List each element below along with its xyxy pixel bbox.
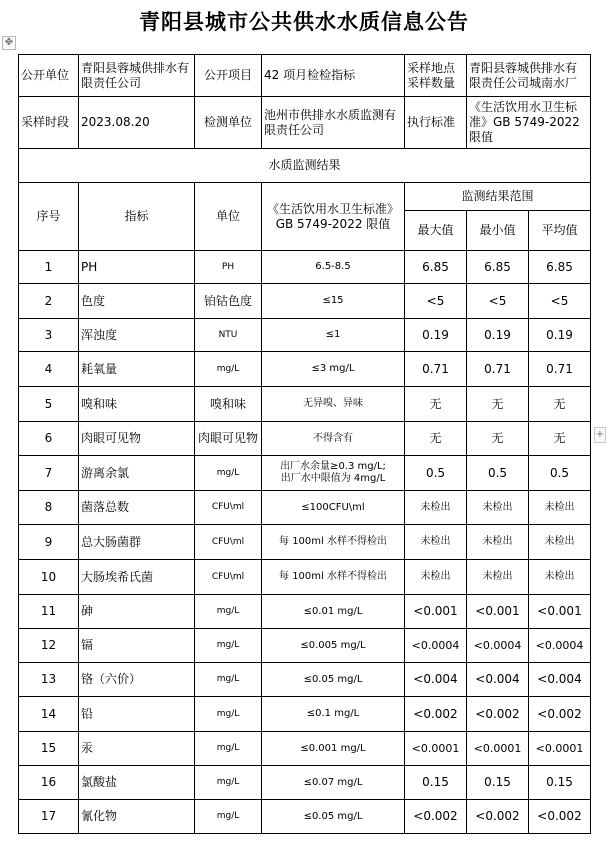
table-row	[19, 525, 591, 560]
row-max: 0.15	[405, 766, 467, 800]
row-limit: ≤0.1 mg/L	[262, 697, 405, 732]
row-indicator: 汞	[79, 732, 195, 766]
row-indicator: PH	[79, 251, 195, 284]
row-limit: 每 100ml 水样不得检出	[262, 525, 405, 560]
row-indicator: 铅	[79, 697, 195, 732]
header-range: 监测结果范围	[405, 183, 591, 211]
row-unit: PH	[195, 251, 262, 284]
row-min: 6.85	[467, 251, 529, 284]
row-unit: mg/L	[195, 800, 262, 834]
row-max: 未检出	[405, 560, 467, 595]
row-unit: 铂钴色度	[195, 284, 262, 319]
table-row	[19, 663, 591, 697]
row-no: 10	[19, 560, 79, 595]
row-min: 0.5	[467, 456, 529, 491]
row-avg: 未检出	[529, 491, 591, 525]
site-label: 采样地点 采样数量	[405, 55, 467, 97]
table-row	[19, 352, 591, 387]
row-max: <5	[405, 284, 467, 319]
water-quality-table	[18, 54, 591, 834]
row-indicator: 砷	[79, 595, 195, 629]
row-unit: mg/L	[195, 629, 262, 663]
table-row	[19, 491, 591, 525]
row-max: <0.001	[405, 595, 467, 629]
row-min: 0.71	[467, 352, 529, 387]
row-max: <0.002	[405, 800, 467, 834]
row-limit: 不得含有	[262, 422, 405, 456]
table-row	[19, 560, 591, 595]
header-avg: 平均值	[529, 211, 591, 251]
row-limit: ≤0.01 mg/L	[262, 595, 405, 629]
row-max: <0.004	[405, 663, 467, 697]
row-no: 13	[19, 663, 79, 697]
row-indicator: 嗅和味	[79, 387, 195, 422]
row-avg: <0.002	[529, 800, 591, 834]
row-max: <0.002	[405, 697, 467, 732]
row-no: 6	[19, 422, 79, 456]
row-min: <0.002	[467, 800, 529, 834]
row-max: 0.71	[405, 352, 467, 387]
row-unit: CFU\ml	[195, 560, 262, 595]
row-min: 无	[467, 422, 529, 456]
row-avg: <0.001	[529, 595, 591, 629]
table-row	[19, 251, 591, 284]
table-row	[19, 284, 591, 319]
row-avg: 无	[529, 422, 591, 456]
row-no: 17	[19, 800, 79, 834]
row-min: <5	[467, 284, 529, 319]
row-limit: ≤3 mg/L	[262, 352, 405, 387]
row-unit: mg/L	[195, 595, 262, 629]
org-label: 公开单位	[19, 55, 79, 97]
row-no: 12	[19, 629, 79, 663]
row-unit: mg/L	[195, 732, 262, 766]
row-avg: 0.19	[529, 319, 591, 352]
row-avg: <5	[529, 284, 591, 319]
row-avg: 0.71	[529, 352, 591, 387]
row-no: 3	[19, 319, 79, 352]
row-avg: <0.0004	[529, 629, 591, 663]
site-value: 青阳县蓉城供排水有限责任公司城南水厂	[467, 55, 591, 97]
org-value: 青阳县蓉城供排水有限责任公司	[79, 55, 195, 97]
row-unit: CFU\ml	[195, 525, 262, 560]
section-title: 水质监测结果	[19, 149, 591, 183]
lab-label: 检测单位	[195, 97, 262, 149]
row-no: 4	[19, 352, 79, 387]
row-max: 6.85	[405, 251, 467, 284]
time-label: 采样时段	[19, 97, 79, 149]
row-avg: <0.0001	[529, 732, 591, 766]
row-min: <0.004	[467, 663, 529, 697]
header-limit: 《生活饮用水卫生标准》GB 5749-2022 限值	[262, 183, 405, 251]
row-avg: 0.5	[529, 456, 591, 491]
row-no: 16	[19, 766, 79, 800]
row-avg: 0.15	[529, 766, 591, 800]
row-limit: 无异嗅、异味	[262, 387, 405, 422]
page-title: 青阳县城市公共供水水质信息公告	[139, 10, 469, 34]
row-avg: 未检出	[529, 560, 591, 595]
item-label: 公开项目	[195, 55, 262, 97]
table-row	[19, 629, 591, 663]
row-max: 无	[405, 387, 467, 422]
table-row	[19, 387, 591, 422]
row-min: 0.15	[467, 766, 529, 800]
row-limit: ≤0.005 mg/L	[262, 629, 405, 663]
row-no: 9	[19, 525, 79, 560]
row-indicator: 浑浊度	[79, 319, 195, 352]
row-min: <0.0004	[467, 629, 529, 663]
row-no: 11	[19, 595, 79, 629]
row-limit: 每 100ml 水样不得检出	[262, 560, 405, 595]
row-indicator: 总大肠菌群	[79, 525, 195, 560]
row-indicator: 铬（六价）	[79, 663, 195, 697]
row-max: 未检出	[405, 491, 467, 525]
move-handle-icon[interactable]: ✥	[2, 36, 16, 50]
row-unit: mg/L	[195, 352, 262, 387]
row-indicator: 镉	[79, 629, 195, 663]
row-unit: 肉眼可见物	[195, 422, 262, 456]
row-avg: 未检出	[529, 525, 591, 560]
row-unit: NTU	[195, 319, 262, 352]
row-min: <0.002	[467, 697, 529, 732]
std-label: 执行标准	[405, 97, 467, 149]
header-no: 序号	[19, 183, 79, 251]
table-row	[19, 319, 591, 352]
row-limit: ≤0.05 mg/L	[262, 663, 405, 697]
row-max: 0.19	[405, 319, 467, 352]
header-max: 最大值	[405, 211, 467, 251]
header-unit: 单位	[195, 183, 262, 251]
row-no: 2	[19, 284, 79, 319]
row-limit: ≤1	[262, 319, 405, 352]
row-indicator: 大肠埃希氏菌	[79, 560, 195, 595]
table-row	[19, 595, 591, 629]
row-limit: ≤0.07 mg/L	[262, 766, 405, 800]
add-column-icon[interactable]: +	[594, 427, 606, 443]
row-unit: CFU\ml	[195, 491, 262, 525]
row-limit: ≤0.001 mg/L	[262, 732, 405, 766]
table-row	[19, 422, 591, 456]
row-indicator: 肉眼可见物	[79, 422, 195, 456]
row-min: <0.001	[467, 595, 529, 629]
row-unit: 嗅和味	[195, 387, 262, 422]
row-indicator: 氯酸盐	[79, 766, 195, 800]
row-limit: 6.5-8.5	[262, 251, 405, 284]
row-max: 无	[405, 422, 467, 456]
row-no: 5	[19, 387, 79, 422]
row-avg: <0.002	[529, 697, 591, 732]
row-no: 8	[19, 491, 79, 525]
item-value: 42 项月检检指标	[262, 55, 405, 97]
table-row	[19, 766, 591, 800]
row-limit: 出厂水余量≥0.3 mg/L; 出厂水中限值为 4mg/L	[262, 456, 405, 491]
row-indicator: 氰化物	[79, 800, 195, 834]
std-value: 《生活饮用水卫生标准》GB 5749-2022 限值	[467, 97, 591, 149]
row-limit: ≤0.05 mg/L	[262, 800, 405, 834]
row-unit: mg/L	[195, 697, 262, 732]
row-min: <0.0001	[467, 732, 529, 766]
row-indicator: 游离余氯	[79, 456, 195, 491]
row-min: 0.19	[467, 319, 529, 352]
row-avg: <0.004	[529, 663, 591, 697]
row-no: 14	[19, 697, 79, 732]
table-row	[19, 456, 591, 491]
table-row	[19, 732, 591, 766]
row-unit: mg/L	[195, 663, 262, 697]
row-max: <0.0004	[405, 629, 467, 663]
time-value: 2023.08.20	[79, 97, 195, 149]
row-limit: ≤15	[262, 284, 405, 319]
row-avg: 6.85	[529, 251, 591, 284]
row-avg: 无	[529, 387, 591, 422]
row-max: 0.5	[405, 456, 467, 491]
table-row	[19, 697, 591, 732]
row-indicator: 色度	[79, 284, 195, 319]
table-row	[19, 800, 591, 834]
row-min: 无	[467, 387, 529, 422]
row-max: 未检出	[405, 525, 467, 560]
row-no: 15	[19, 732, 79, 766]
row-limit: ≤100CFU\ml	[262, 491, 405, 525]
row-no: 1	[19, 251, 79, 284]
row-unit: mg/L	[195, 456, 262, 491]
row-min: 未检出	[467, 560, 529, 595]
header-indicator: 指标	[79, 183, 195, 251]
header-min: 最小值	[467, 211, 529, 251]
row-no: 7	[19, 456, 79, 491]
row-max: <0.0001	[405, 732, 467, 766]
row-min: 未检出	[467, 525, 529, 560]
row-min: 未检出	[467, 491, 529, 525]
row-indicator: 耗氧量	[79, 352, 195, 387]
row-indicator: 菌落总数	[79, 491, 195, 525]
row-unit: mg/L	[195, 766, 262, 800]
lab-value: 池州市供排水水质监测有限责任公司	[262, 97, 405, 149]
